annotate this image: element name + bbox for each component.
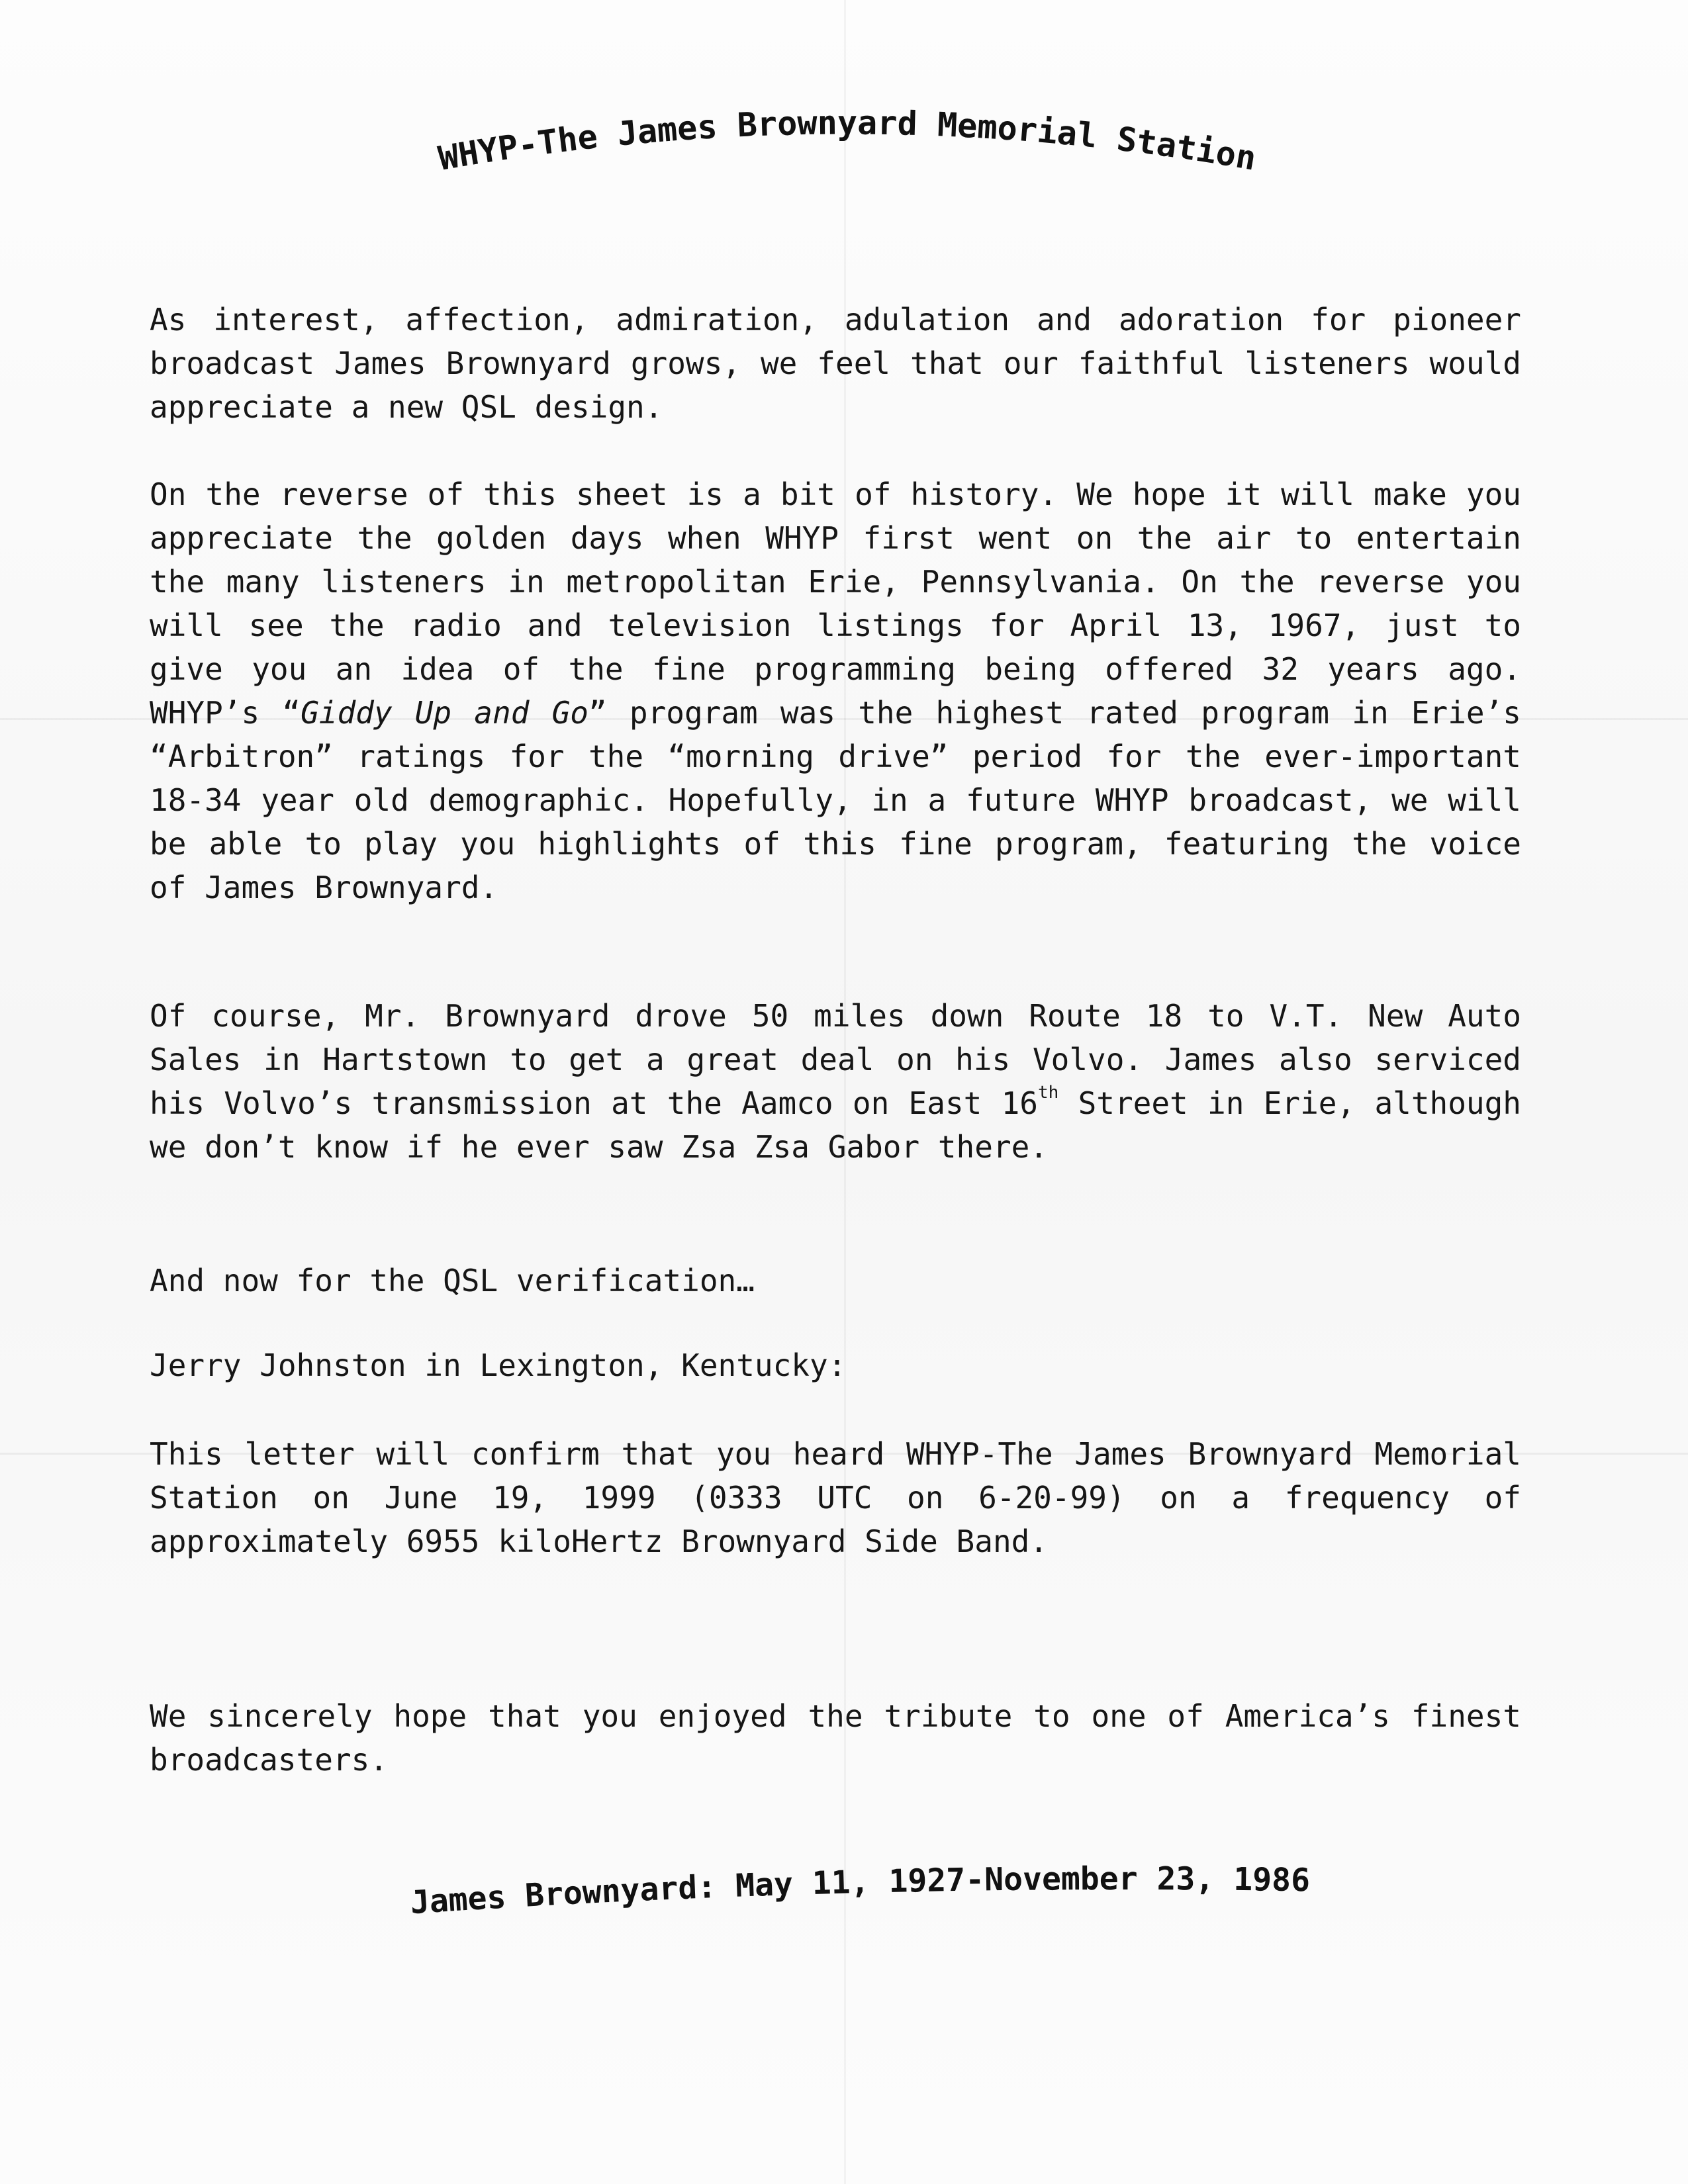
program-name: Giddy Up and Go: [301, 695, 588, 731]
volvo-text-part-1: Of course, Mr. Brownyard drove 50 miles down Route 18 to V.T. New Auto Sales in Hartstown to get a great deal on his Volvo. James also serviced his Volvo’s transmission at the Aamco on East 16: [150, 998, 1521, 1121]
volvo-text-part-2: Street in Erie, although we don’t know if he ever saw Zsa Zsa Gabor there.: [150, 1085, 1522, 1165]
memorial-signature-arc: [318, 1840, 1403, 1933]
station-title-arc: [278, 79, 1417, 225]
history-text-part-2: ” program was the highest rated program in Erie’s “Arbitron” ratings for the “morning drive” period for the ever-important 18-34 year old demographic. Hopefully, in a future WHYP broadcast, we will be able to play you highlights of this fine program, featuring the voice of James Brownyard.: [150, 695, 1521, 905]
history-paragraph: [150, 473, 1521, 909]
station-title: WHYP-The James Brownyard Memorial Station: [436, 103, 1259, 178]
recipient-line: Jerry Johnston in Lexington, Kentucky:: [150, 1347, 847, 1383]
intro-paragraph: As interest, affection, admiration, adulation and adoration for pioneer broadcast James Brownyard grows, we feel that our faithful listeners would appreciate a new QSL design.: [150, 302, 1521, 425]
verification-intro: And now for the QSL verification…: [150, 1263, 755, 1298]
history-text-part-1: On the reverse of this sheet is a bit of history. We hope it will make you appreciate the golden days when WHYP first went on the air to entertain the many listeners in metropolitan Erie, Pennsylvania. On the reverse you will see the radio and television listings for April 13, 1967, just to give you an idea of the fine programming being offered 32 years ago. WHYP’s “: [150, 477, 1521, 731]
volvo-paragraph: [150, 994, 1521, 1169]
ordinal-suffix: th: [1038, 1083, 1059, 1103]
memorial-signature: James Brownyard: May 11, 1927-November 23, 1986: [409, 1860, 1311, 1922]
closing-paragraph: We sincerely hope that you enjoyed the tribute to one of America’s finest broadcasters.: [150, 1698, 1521, 1778]
confirmation-paragraph: This letter will confirm that you heard WHYP-The James Brownyard Memorial Station on June 19, 1999 (0333 UTC on 6-20-99) on a frequency of approximately 6955 kiloHertz Brownyard Side Band.: [150, 1436, 1521, 1559]
